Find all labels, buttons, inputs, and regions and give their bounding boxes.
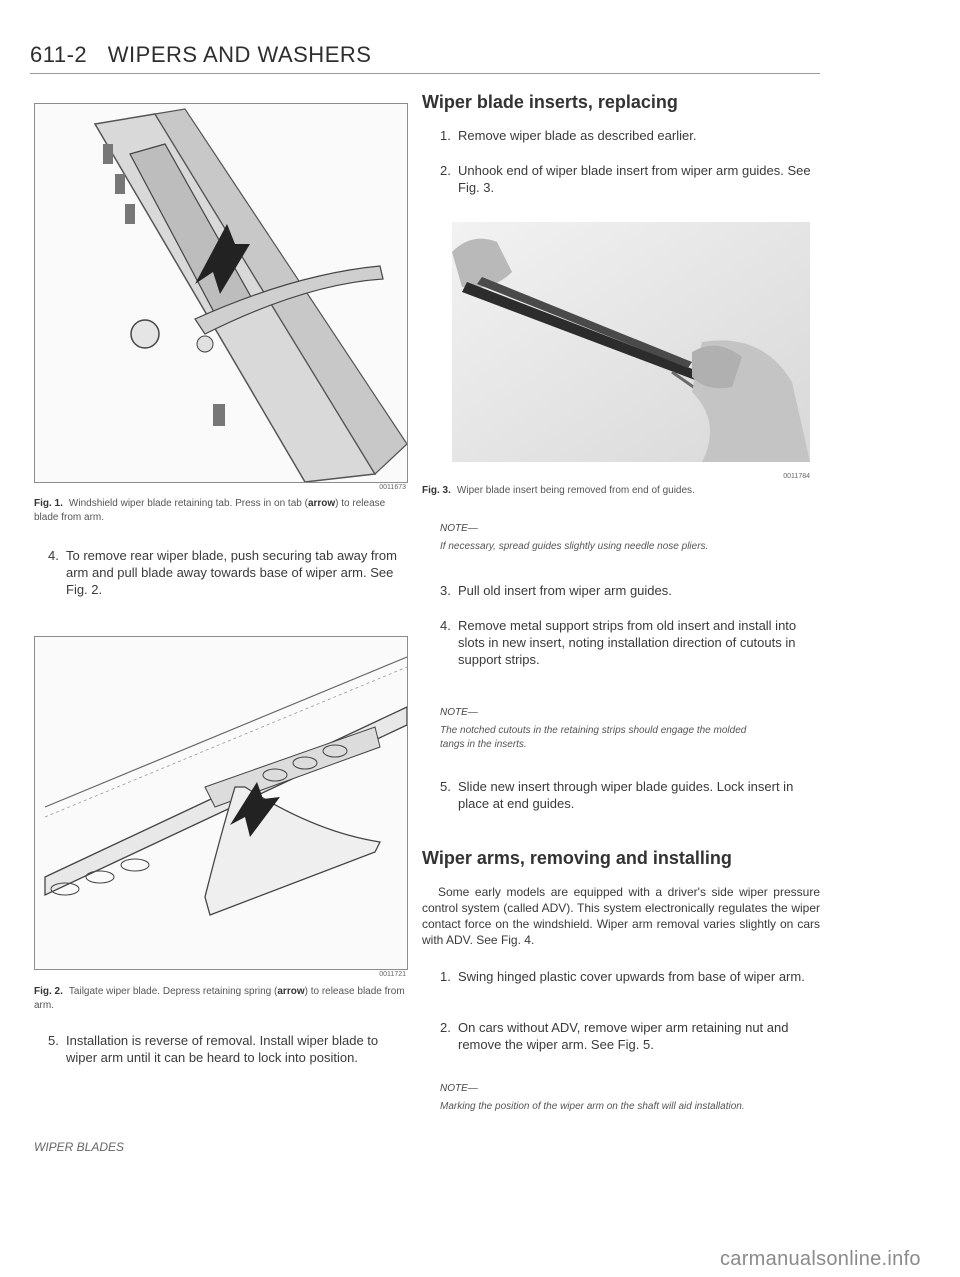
figure-3-code: 0011784 [783, 473, 810, 480]
right-step-c1-num: 1. [440, 969, 451, 984]
figure-2-caption-post: ) to release blade from arm. [34, 986, 405, 1011]
right-step-3-text: Pull old insert from wiper arm guides. [458, 583, 672, 598]
figure-3-caption [422, 484, 820, 498]
wiper-arm-illustration [35, 104, 407, 482]
watermark: carmanualsonline.info [720, 1248, 921, 1270]
figure-2-caption-bold: arrow [277, 986, 305, 997]
figure-1-image [34, 103, 408, 483]
note-1-text: If necessary, spread guides slightly using needle nose pliers. [440, 541, 709, 552]
left-step-5-text: Installation is reverse of removal. Install wiper blade to wiper arm until it can be heard to lock into position. [66, 1033, 379, 1065]
figure-2-code: 0011721 [379, 971, 406, 978]
figure-1-caption-pre: Windshield wiper blade retaining tab. Press in on tab ( [68, 498, 308, 509]
wiper-insert-photo [452, 222, 810, 462]
right-step-5-text: Slide new insert through wiper blade guides. Lock insert in place at end guides. [458, 779, 794, 811]
figure-1-code: 0011673 [379, 484, 406, 491]
right-step-2-num: 2. [440, 163, 451, 178]
right-step-1-text: Remove wiper blade as described earlier. [458, 128, 697, 143]
figure-2-caption [34, 985, 406, 1013]
right-step-1-num: 1. [440, 128, 451, 143]
figure-2-label: Fig. 2. [34, 986, 63, 997]
figure-1-caption-bold: arrow [307, 498, 336, 509]
left-step-5 [48, 1032, 406, 1066]
figure-1-caption-post: ) to release blade from arm. [34, 498, 386, 523]
right-step-4 [440, 617, 820, 668]
left-step-4 [48, 547, 406, 598]
figure-1-caption [34, 497, 406, 525]
figure-2-caption-pre: Tailgate wiper blade. Depress retaining spring ( [68, 986, 278, 997]
note-2-title: NOTE— [440, 707, 478, 718]
right-step-c2 [440, 1019, 820, 1053]
right-step-3-num: 3. [440, 583, 451, 598]
figure-3-label: Fig. 3. [422, 485, 451, 496]
right-step-c1 [440, 968, 820, 985]
page-number: 611-2 [30, 42, 88, 67]
heading-wiper-arms: Wiper arms, removing and installing [422, 848, 732, 868]
note-3-text: Marking the position of the wiper arm on the shaft will aid installation. [440, 1101, 745, 1112]
right-step-1 [440, 127, 820, 144]
note-3-title: NOTE— [440, 1083, 478, 1094]
right-step-c2-text: On cars without ADV, remove wiper arm retaining nut and remove the wiper arm. See Fig. 5. [458, 1020, 789, 1052]
left-step-5-num: 5. [48, 1033, 59, 1048]
header-rule [30, 73, 820, 74]
right-step-5 [440, 778, 820, 812]
left-step-4-num: 4. [48, 548, 59, 563]
right-step-4-num: 4. [440, 618, 451, 633]
right-step-3 [440, 582, 820, 599]
figure-3-image [452, 222, 810, 462]
page-header [30, 42, 371, 68]
footer-section-label: WIPER BLADES [34, 1140, 125, 1154]
figure-2-image [34, 636, 408, 970]
right-step-c1-text: Swing hinged plastic cover upwards from base of wiper arm. [458, 969, 805, 984]
right-step-c2-num: 2. [440, 1020, 451, 1035]
heading-wiper-blade-inserts: Wiper blade inserts, replacing [422, 92, 678, 112]
tailgate-wiper-illustration [35, 637, 407, 969]
right-step-2 [440, 162, 820, 196]
figure-3-caption-text: Wiper blade insert being removed from end of guides. [456, 485, 695, 496]
right-step-2-text: Unhook end of wiper blade insert from wiper arm guides. See Fig. 3. [458, 163, 811, 195]
note-1-title: NOTE— [440, 523, 478, 534]
right-step-5-num: 5. [440, 779, 451, 794]
figure-1-label: Fig. 1. [34, 498, 63, 509]
left-step-4-text: To remove rear wiper blade, push securing tab away from arm and pull blade away towards base of wiper arm. See Fig. 2. [66, 548, 397, 597]
note-2-text: The notched cutouts in the retaining strips should engage the molded tangs in the inserts. [440, 725, 747, 750]
adv-paragraph: Some early models are equipped with a driver's side wiper pressure control system (called ADV). This system electronically regulates the wiper contact force on the windshield. Wiper arm removal varies slightly on cars with ADV. See Fig. 4. [422, 885, 820, 947]
section-title: WIPERS AND WASHERS [107, 42, 372, 67]
right-step-4-text: Remove metal support strips from old insert and install into slots in new insert, noting installation direction of cutouts in support strips. [458, 618, 797, 667]
